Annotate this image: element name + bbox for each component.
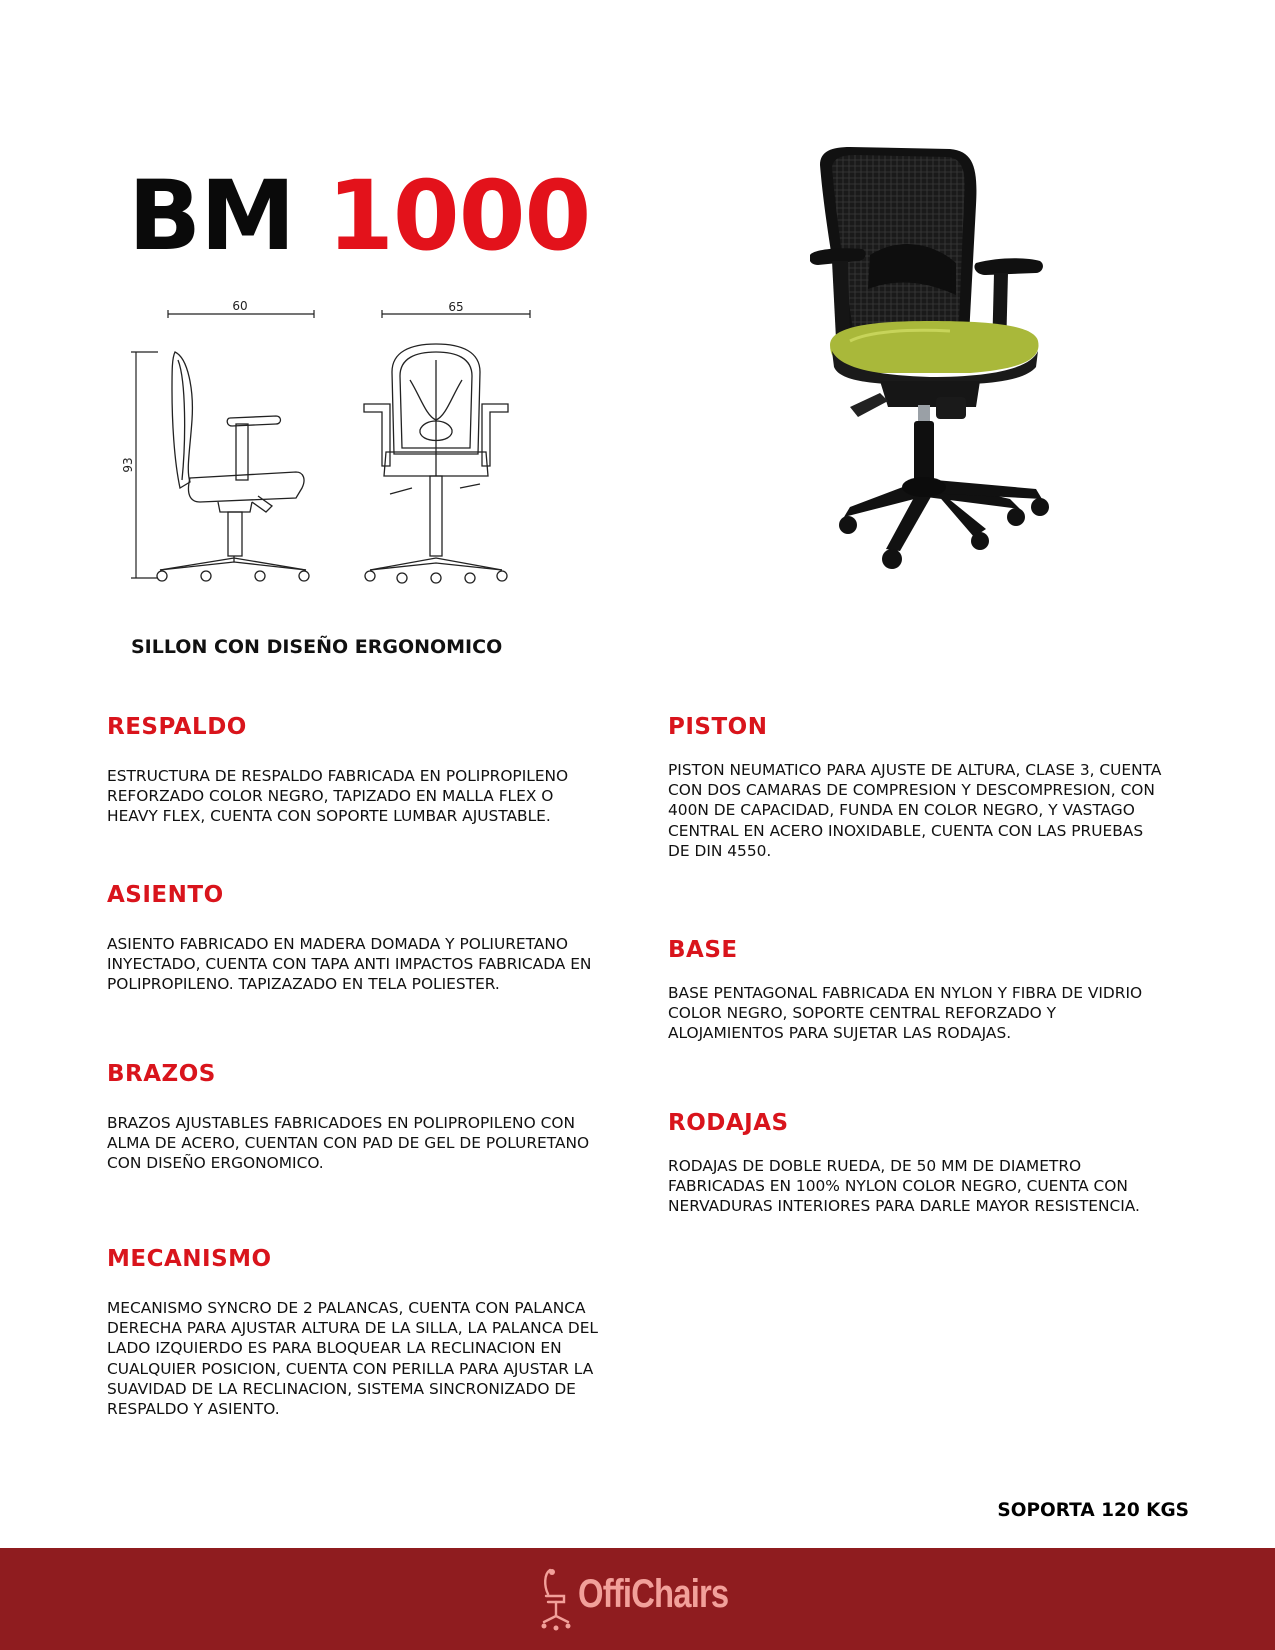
footer-bar xyxy=(0,1548,1275,1650)
section-mecanismo xyxy=(107,1246,607,1419)
product-title-model: BM xyxy=(128,160,295,272)
brand-logo xyxy=(536,1560,746,1640)
section-heading: MECANISMO xyxy=(107,1246,272,1272)
side-view-drawing xyxy=(157,352,309,581)
section-asiento xyxy=(107,882,607,995)
section-body: PISTON NEUMATICO PARA AJUSTE DE ALTURA, CLASE 3, CUENTA CON DOS CAMARAS DE COMPRESION Y DESCOMPRESION, CON 400N DE CAPACIDAD, FUNDA EN COLOR NEGRO, Y VASTAGO CENTRAL EN ACERO INOXIDABLE, CUENTA CON LAS PRUEBAS DE DIN 4550. xyxy=(668,761,1162,860)
section-heading: BRAZOS xyxy=(107,1061,216,1087)
dimension-depth: 60 xyxy=(232,300,248,313)
product-title-number: 1000 xyxy=(327,160,591,272)
section-heading: ASIENTO xyxy=(107,882,224,908)
section-piston xyxy=(668,714,1168,861)
product-subtitle: SILLON CON DISEÑO ERGONOMICO xyxy=(131,636,503,658)
dimension-height: 93 xyxy=(121,457,135,473)
section-base xyxy=(668,937,1168,1044)
capacity-note: SOPORTA 120 KGS xyxy=(997,1500,1189,1521)
section-body: RODAJAS DE DOBLE RUEDA, DE 50 MM DE DIAMETRO FABRICADAS EN 100% NYLON COLOR NEGRO, CUENTA CON NERVADURAS INTERIORES PARA DARLE MAYOR RESISTENCIA. xyxy=(668,1157,1140,1216)
section-heading: PISTON xyxy=(668,714,768,740)
chair-logo-icon xyxy=(536,1564,572,1636)
product-title xyxy=(128,160,591,272)
technical-drawing xyxy=(120,300,550,590)
section-brazos xyxy=(107,1061,607,1174)
section-body: BRAZOS AJUSTABLES FABRICADOES EN POLIPROPILENO CON ALMA DE ACERO, CUENTAN CON PAD DE GEL DE POLURETANO CON DISEÑO ERGONOMICO. xyxy=(107,1114,590,1173)
brand-name: OffiChairs xyxy=(578,1572,729,1616)
section-heading: RODAJAS xyxy=(668,1110,789,1136)
section-rodajas xyxy=(668,1110,1168,1217)
section-body: BASE PENTAGONAL FABRICADA EN NYLON Y FIBRA DE VIDRIO COLOR NEGRO, SOPORTE CENTRAL REFORZADO Y ALOJAMIENTOS PARA SUJETAR LAS RODAJAS. xyxy=(668,984,1143,1043)
chair-photo xyxy=(810,145,1110,600)
section-body: ASIENTO FABRICADO EN MADERA DOMADA Y POLIURETANO INYECTADO, CUENTA CON TAPA ANTI IMPACTOS FABRICADA EN POLIPROPILENO. TAPIZAZADO EN TELA POLIESTER. xyxy=(107,935,592,994)
section-heading: BASE xyxy=(668,937,738,963)
section-body: ESTRUCTURA DE RESPALDO FABRICADA EN POLIPROPILENO REFORZADO COLOR NEGRO, TAPIZADO EN MALLA FLEX O HEAVY FLEX, CUENTA CON SOPORTE LUMBAR AJUSTABLE. xyxy=(107,767,569,826)
dimension-width: 65 xyxy=(448,300,464,314)
section-body: MECANISMO SYNCRO DE 2 PALANCAS, CUENTA CON PALANCA DERECHA PARA AJUSTAR ALTURA DE LA SILLA, LA PALANCA DEL LADO IZQUIERDO ES PARA BLOQUEAR LA RECLINACION EN CUALQUIER POSICION, CUENTA CON PERILLA PARA AJUSTAR LA SUAVIDAD DE LA RECLINACION, SISTEMA SINCRONIZADO DE RESPALDO Y ASIENTO. xyxy=(107,1299,599,1419)
section-respaldo xyxy=(107,714,607,827)
front-view-drawing xyxy=(364,344,508,583)
section-heading: RESPALDO xyxy=(107,714,247,740)
